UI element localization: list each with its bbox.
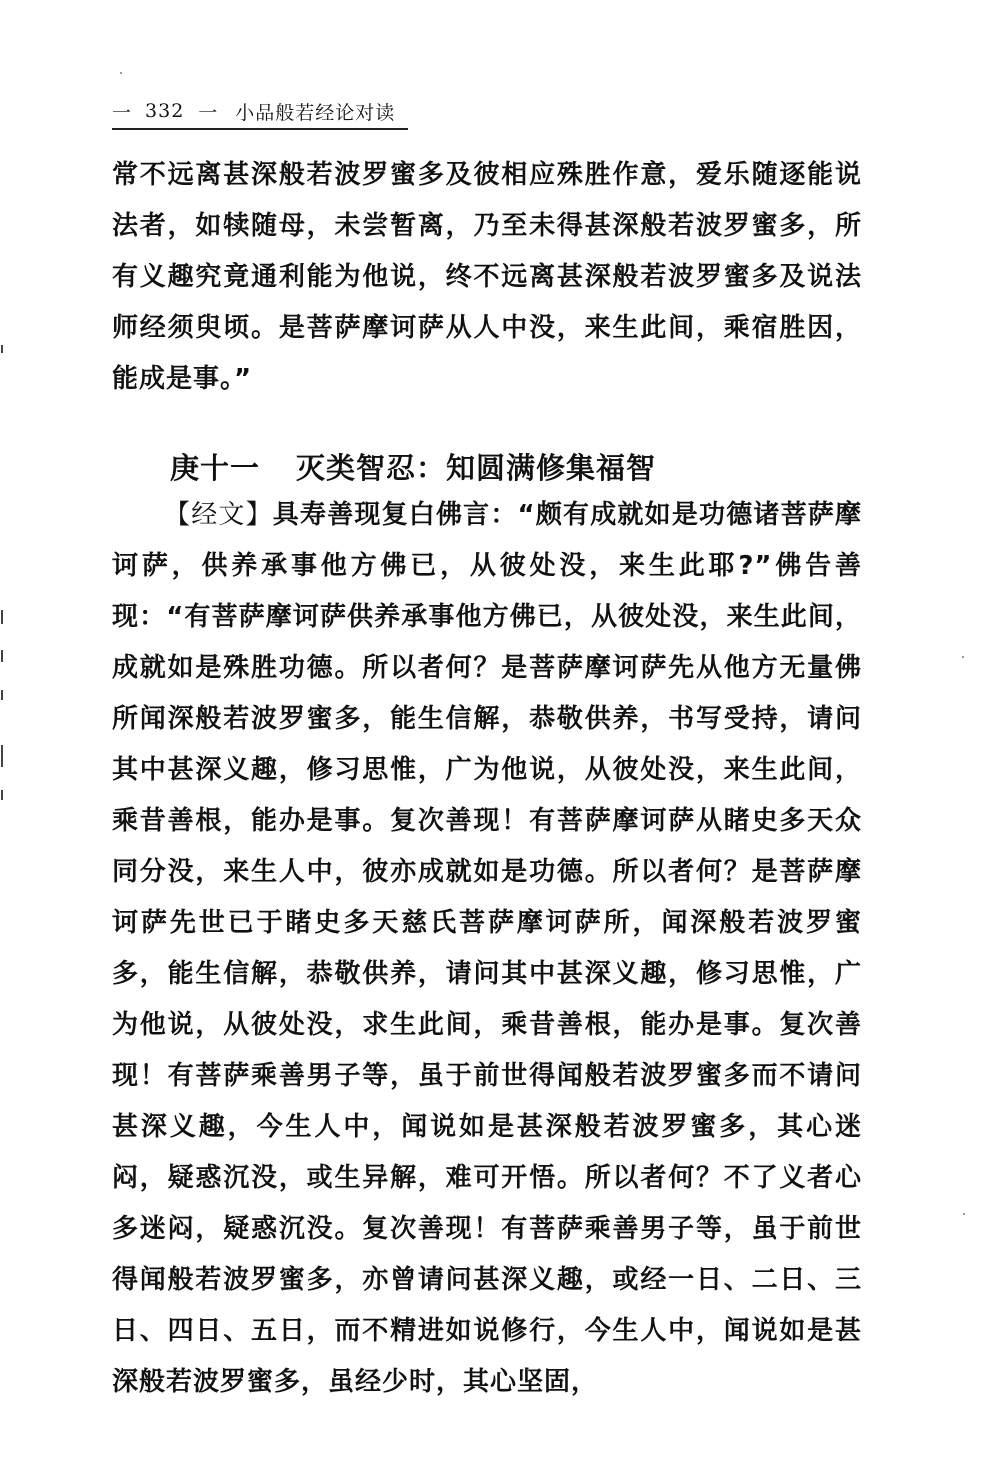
scripture-tag: 【经文】 [164,500,273,530]
page-number: 332 [145,100,185,122]
scan-mark [1,790,3,800]
scan-mark [1,650,3,662]
header-rule [112,128,408,130]
section-number: 庚十一 [170,451,261,485]
scan-speck [120,72,122,74]
running-header [112,96,395,126]
scan-mark [1,610,3,624]
scripture-paragraph [112,490,862,1408]
scan-speck [963,1213,965,1215]
section-heading [170,446,656,487]
continuation-paragraph: 常不远离甚深般若波罗蜜多及彼相应殊胜作意，爱乐随逐能说法者，如犊随母，未尝暂离，乃至未得甚深般若波罗蜜多，所有义趣究竟通利能为他说，终不远离甚深般若波罗蜜多及说法师经须臾顷。是菩萨摩诃萨从人中没，来生此间，乘宿胜因，能成是事。” [112,160,862,394]
header-dash-right: 一 [198,101,218,124]
scripture-text: 具寿善现复白佛言：“颇有成就如是功德诸菩萨摩诃萨，供养承事他方佛已，从彼处没，来生此耶?”佛告善现：“有菩萨摩诃萨供养承事他方佛已，从彼处没，来生此间，成就如是殊胜功德。所以者何？是菩萨摩诃萨先从他方无量佛所闻深般若波罗蜜多，能生信解，恭敬供养，书写受持，请问其中甚深义趣，修习思惟，广为他说，从彼处没，来生此间，乘昔善根，能办是事。复次善现！有菩萨摩诃萨从睹史多天众同分没，来生人中，彼亦成就如是功德。所以者何？是菩萨摩诃萨先世已于睹史多天慈氏菩萨摩诃萨所，闻深般若波罗蜜多，能生信解，恭敬供养，请问其中甚深义趣，修习思惟，广为他说，从彼处没，求生此间，乘昔善根，能办是事。复次善现！有菩萨乘善男子等，虽于前世得闻般若波罗蜜多而不请问甚深义趣，今生人中，闻说如是甚深般若波罗蜜多，其心迷闷，疑惑沉没，或生异解，难可开悟。所以者何？不了义者心多迷闷，疑惑沉没。复次善现！有菩萨乘善男子等，虽于前世得闻般若波罗蜜多，亦曾请问甚深义趣，或经一日、二日、三日、四日、五日，而不精进如说修行，今生人中，闻说如是甚深般若波罗蜜多，虽经少时，其心坚固， [112,500,862,1397]
header-dash-left: 一 [112,101,132,124]
scan-speck [962,656,964,658]
book-title: 小品般若经论对读 [235,101,396,124]
section-title: 灭类智忍：知圆满修集福智 [296,451,657,485]
scan-mark [1,690,3,700]
scan-mark [1,345,3,353]
scan-mark [1,745,3,767]
